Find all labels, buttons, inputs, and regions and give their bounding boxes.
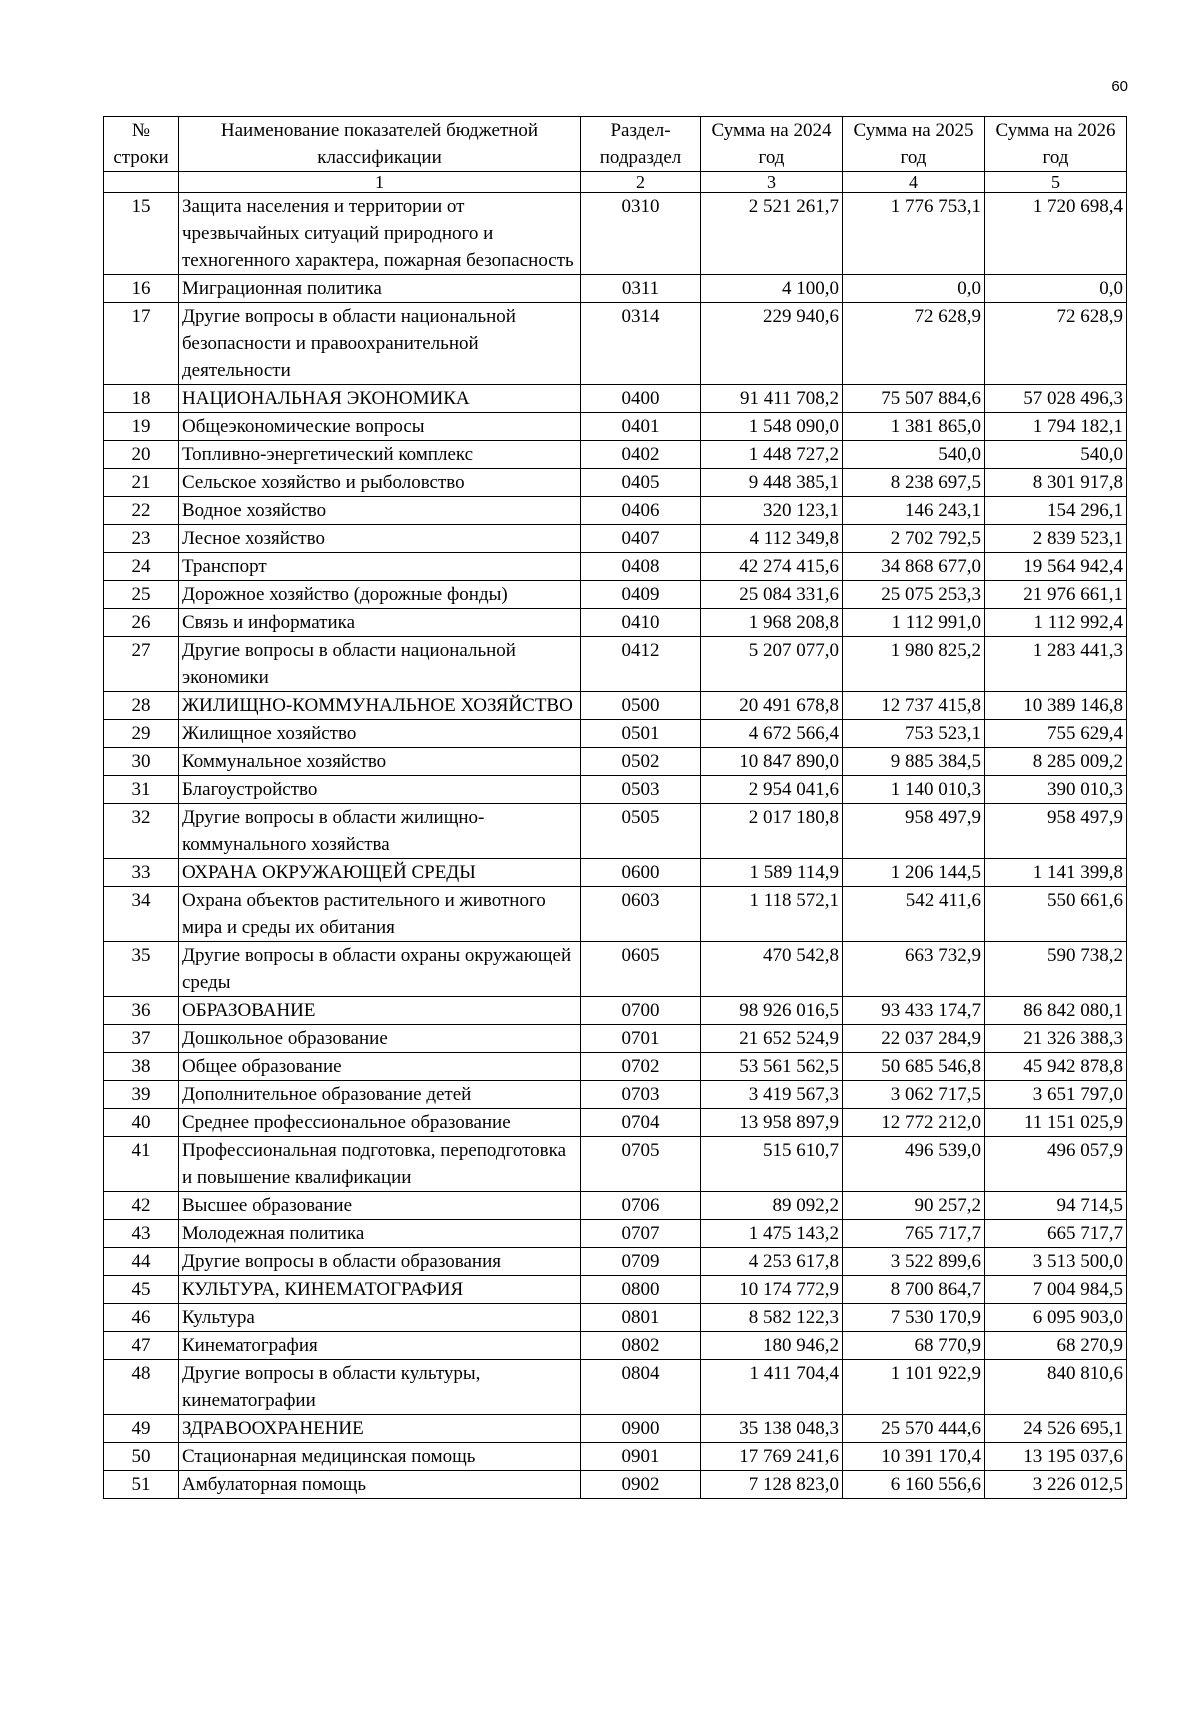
row-number: 20	[104, 441, 179, 469]
table-row	[104, 1109, 1127, 1137]
sum-2026: 0,0	[985, 275, 1127, 303]
sum-2024: 1 968 208,8	[701, 609, 843, 637]
section-code: 0502	[581, 748, 701, 776]
sum-2026: 665 717,7	[985, 1220, 1127, 1248]
sum-2026: 154 296,1	[985, 497, 1127, 525]
sum-2024: 2 521 261,7	[701, 193, 843, 275]
sum-2026: 68 270,9	[985, 1332, 1127, 1360]
sum-2025: 93 433 174,7	[843, 997, 985, 1025]
sum-2025: 540,0	[843, 441, 985, 469]
sum-2025: 6 160 556,6	[843, 1471, 985, 1499]
section-code: 0400	[581, 385, 701, 413]
table-row	[104, 1248, 1127, 1276]
sum-2026: 11 151 025,9	[985, 1109, 1127, 1137]
section-code: 0605	[581, 942, 701, 997]
sum-2025: 9 885 384,5	[843, 748, 985, 776]
row-number: 38	[104, 1053, 179, 1081]
section-code: 0902	[581, 1471, 701, 1499]
section-code: 0700	[581, 997, 701, 1025]
table-row	[104, 1443, 1127, 1471]
indicator-name: Другие вопросы в области культуры, кинематографии	[179, 1360, 581, 1415]
header-sum-2025: Сумма на 2025 год	[843, 117, 985, 172]
section-code: 0804	[581, 1360, 701, 1415]
column-number: 3	[701, 172, 843, 193]
table-row	[104, 193, 1127, 275]
header-row-number: № строки	[104, 117, 179, 172]
table-row	[104, 720, 1127, 748]
table-row	[104, 776, 1127, 804]
sum-2024: 8 582 122,3	[701, 1304, 843, 1332]
sum-2026: 94 714,5	[985, 1192, 1127, 1220]
sum-2024: 53 561 562,5	[701, 1053, 843, 1081]
section-code: 0409	[581, 581, 701, 609]
section-code: 0900	[581, 1415, 701, 1443]
sum-2025: 3 522 899,6	[843, 1248, 985, 1276]
sum-2026: 72 628,9	[985, 303, 1127, 385]
indicator-name: Культура	[179, 1304, 581, 1332]
section-code: 0501	[581, 720, 701, 748]
row-number: 18	[104, 385, 179, 413]
indicator-name: Амбулаторная помощь	[179, 1471, 581, 1499]
sum-2025: 3 062 717,5	[843, 1081, 985, 1109]
header-section-code: Раздел-подраздел	[581, 117, 701, 172]
sum-2025: 765 717,7	[843, 1220, 985, 1248]
sum-2026: 1 794 182,1	[985, 413, 1127, 441]
indicator-name: Другие вопросы в области охраны окружающей среды	[179, 942, 581, 997]
table-row	[104, 609, 1127, 637]
sum-2024: 21 652 524,9	[701, 1025, 843, 1053]
section-code: 0408	[581, 553, 701, 581]
sum-2026: 19 564 942,4	[985, 553, 1127, 581]
sum-2025: 1 112 991,0	[843, 609, 985, 637]
row-number: 49	[104, 1415, 179, 1443]
row-number: 15	[104, 193, 179, 275]
indicator-name: Кинематография	[179, 1332, 581, 1360]
sum-2026: 840 810,6	[985, 1360, 1127, 1415]
sum-2024: 180 946,2	[701, 1332, 843, 1360]
section-code: 0402	[581, 441, 701, 469]
row-number: 51	[104, 1471, 179, 1499]
sum-2025: 10 391 170,4	[843, 1443, 985, 1471]
sum-2026: 21 976 661,1	[985, 581, 1127, 609]
indicator-name: Общеэкономические вопросы	[179, 413, 581, 441]
sum-2024: 1 448 727,2	[701, 441, 843, 469]
indicator-name: Транспорт	[179, 553, 581, 581]
sum-2025: 34 868 677,0	[843, 553, 985, 581]
sum-2026: 2 839 523,1	[985, 525, 1127, 553]
sum-2025: 0,0	[843, 275, 985, 303]
sum-2026: 755 629,4	[985, 720, 1127, 748]
row-number: 36	[104, 997, 179, 1025]
sum-2025: 753 523,1	[843, 720, 985, 748]
table-row	[104, 1415, 1127, 1443]
indicator-name: Молодежная политика	[179, 1220, 581, 1248]
row-number: 39	[104, 1081, 179, 1109]
sum-2024: 4 112 349,8	[701, 525, 843, 553]
sum-2025: 72 628,9	[843, 303, 985, 385]
indicator-name: Миграционная политика	[179, 275, 581, 303]
sum-2025: 1 101 922,9	[843, 1360, 985, 1415]
table-row	[104, 1332, 1127, 1360]
table-row	[104, 1053, 1127, 1081]
indicator-name: Другие вопросы в области жилищно-коммунального хозяйства	[179, 804, 581, 859]
sum-2025: 1 140 010,3	[843, 776, 985, 804]
sum-2024: 42 274 415,6	[701, 553, 843, 581]
section-code: 0600	[581, 859, 701, 887]
sum-2024: 13 958 897,9	[701, 1109, 843, 1137]
row-number: 41	[104, 1137, 179, 1192]
section-code: 0406	[581, 497, 701, 525]
sum-2024: 91 411 708,2	[701, 385, 843, 413]
sum-2026: 21 326 388,3	[985, 1025, 1127, 1053]
section-code: 0405	[581, 469, 701, 497]
table-header	[104, 117, 1127, 193]
sum-2026: 6 095 903,0	[985, 1304, 1127, 1332]
sum-2024: 1 118 572,1	[701, 887, 843, 942]
sum-2026: 550 661,6	[985, 887, 1127, 942]
row-number: 35	[104, 942, 179, 997]
row-number: 48	[104, 1360, 179, 1415]
sum-2026: 1 112 992,4	[985, 609, 1127, 637]
table-row	[104, 804, 1127, 859]
sum-2025: 12 772 212,0	[843, 1109, 985, 1137]
row-number: 43	[104, 1220, 179, 1248]
sum-2025: 663 732,9	[843, 942, 985, 997]
indicator-name: Охрана объектов растительного и животного мира и среды их обитания	[179, 887, 581, 942]
header-row	[104, 117, 1127, 172]
sum-2026: 24 526 695,1	[985, 1415, 1127, 1443]
sum-2025: 12 737 415,8	[843, 692, 985, 720]
sum-2024: 470 542,8	[701, 942, 843, 997]
row-number: 17	[104, 303, 179, 385]
sum-2026: 86 842 080,1	[985, 997, 1127, 1025]
section-code: 0705	[581, 1137, 701, 1192]
row-number: 23	[104, 525, 179, 553]
table-row	[104, 275, 1127, 303]
sum-2025: 146 243,1	[843, 497, 985, 525]
row-number: 31	[104, 776, 179, 804]
row-number: 34	[104, 887, 179, 942]
table-row	[104, 1081, 1127, 1109]
sum-2025: 8 700 864,7	[843, 1276, 985, 1304]
table-row	[104, 1360, 1127, 1415]
table-row	[104, 441, 1127, 469]
sum-2024: 515 610,7	[701, 1137, 843, 1192]
sum-2026: 3 651 797,0	[985, 1081, 1127, 1109]
sum-2026: 8 301 917,8	[985, 469, 1127, 497]
section-code: 0505	[581, 804, 701, 859]
table-row	[104, 1025, 1127, 1053]
sum-2025: 1 980 825,2	[843, 637, 985, 692]
sum-2026: 958 497,9	[985, 804, 1127, 859]
column-number	[104, 172, 179, 193]
indicator-name: Другие вопросы в области национальной экономики	[179, 637, 581, 692]
row-number: 33	[104, 859, 179, 887]
row-number: 27	[104, 637, 179, 692]
column-number-row	[104, 172, 1127, 193]
sum-2026: 390 010,3	[985, 776, 1127, 804]
row-number: 50	[104, 1443, 179, 1471]
sum-2024: 25 084 331,6	[701, 581, 843, 609]
sum-2025: 958 497,9	[843, 804, 985, 859]
table-row	[104, 553, 1127, 581]
section-code: 0703	[581, 1081, 701, 1109]
table-row	[104, 1220, 1127, 1248]
page-number: 60	[1111, 78, 1128, 95]
sum-2025: 1 206 144,5	[843, 859, 985, 887]
section-code: 0412	[581, 637, 701, 692]
row-number: 22	[104, 497, 179, 525]
indicator-name: Дополнительное образование детей	[179, 1081, 581, 1109]
sum-2024: 9 448 385,1	[701, 469, 843, 497]
sum-2025: 542 411,6	[843, 887, 985, 942]
column-number: 2	[581, 172, 701, 193]
indicator-name: Благоустройство	[179, 776, 581, 804]
table-row	[104, 1192, 1127, 1220]
indicator-name: Общее образование	[179, 1053, 581, 1081]
sum-2024: 98 926 016,5	[701, 997, 843, 1025]
sum-2024: 320 123,1	[701, 497, 843, 525]
sum-2025: 90 257,2	[843, 1192, 985, 1220]
sum-2024: 3 419 567,3	[701, 1081, 843, 1109]
sum-2024: 4 100,0	[701, 275, 843, 303]
section-code: 0800	[581, 1276, 701, 1304]
sum-2026: 57 028 496,3	[985, 385, 1127, 413]
table-row	[104, 1137, 1127, 1192]
table-row	[104, 1304, 1127, 1332]
section-code: 0310	[581, 193, 701, 275]
indicator-name: Другие вопросы в области образования	[179, 1248, 581, 1276]
sum-2025: 50 685 546,8	[843, 1053, 985, 1081]
indicator-name: НАЦИОНАЛЬНАЯ ЭКОНОМИКА	[179, 385, 581, 413]
sum-2024: 20 491 678,8	[701, 692, 843, 720]
table-row	[104, 748, 1127, 776]
sum-2026: 7 004 984,5	[985, 1276, 1127, 1304]
section-code: 0901	[581, 1443, 701, 1471]
sum-2026: 540,0	[985, 441, 1127, 469]
sum-2025: 8 238 697,5	[843, 469, 985, 497]
header-sum-2024: Сумма на 2024 год	[701, 117, 843, 172]
row-number: 16	[104, 275, 179, 303]
indicator-name: ОБРАЗОВАНИЕ	[179, 997, 581, 1025]
sum-2026: 45 942 878,8	[985, 1053, 1127, 1081]
indicator-name: Водное хозяйство	[179, 497, 581, 525]
indicator-name: Среднее профессиональное образование	[179, 1109, 581, 1137]
indicator-name: Другие вопросы в области национальной безопасности и правоохранительной деятельности	[179, 303, 581, 385]
sum-2024: 2 017 180,8	[701, 804, 843, 859]
row-number: 25	[104, 581, 179, 609]
indicator-name: Лесное хозяйство	[179, 525, 581, 553]
table-row	[104, 1471, 1127, 1499]
sum-2024: 4 672 566,4	[701, 720, 843, 748]
section-code: 0401	[581, 413, 701, 441]
indicator-name: Жилищное хозяйство	[179, 720, 581, 748]
section-code: 0706	[581, 1192, 701, 1220]
indicator-name: Защита населения и территории от чрезвычайных ситуаций природного и техногенного характера, пожарная безопасность	[179, 193, 581, 275]
table-row	[104, 303, 1127, 385]
sum-2026: 13 195 037,6	[985, 1443, 1127, 1471]
section-code: 0603	[581, 887, 701, 942]
indicator-name: ЗДРАВООХРАНЕНИЕ	[179, 1415, 581, 1443]
sum-2026: 590 738,2	[985, 942, 1127, 997]
sum-2024: 229 940,6	[701, 303, 843, 385]
indicator-name: ОХРАНА ОКРУЖАЮЩЕЙ СРЕДЫ	[179, 859, 581, 887]
sum-2025: 1 776 753,1	[843, 193, 985, 275]
indicator-name: ЖИЛИЩНО-КОММУНАЛЬНОЕ ХОЗЯЙСТВО	[179, 692, 581, 720]
section-code: 0407	[581, 525, 701, 553]
section-code: 0801	[581, 1304, 701, 1332]
sum-2024: 5 207 077,0	[701, 637, 843, 692]
sum-2024: 1 589 114,9	[701, 859, 843, 887]
sum-2024: 1 475 143,2	[701, 1220, 843, 1248]
row-number: 42	[104, 1192, 179, 1220]
sum-2024: 17 769 241,6	[701, 1443, 843, 1471]
sum-2024: 89 092,2	[701, 1192, 843, 1220]
header-sum-2026: Сумма на 2026 год	[985, 117, 1127, 172]
section-code: 0500	[581, 692, 701, 720]
header-indicator-name: Наименование показателей бюджетной классификации	[179, 117, 581, 172]
row-number: 19	[104, 413, 179, 441]
sum-2026: 10 389 146,8	[985, 692, 1127, 720]
row-number: 21	[104, 469, 179, 497]
section-code: 0707	[581, 1220, 701, 1248]
indicator-name: Высшее образование	[179, 1192, 581, 1220]
table-row	[104, 497, 1127, 525]
column-number: 5	[985, 172, 1127, 193]
sum-2025: 25 075 253,3	[843, 581, 985, 609]
indicator-name: Сельское хозяйство и рыболовство	[179, 469, 581, 497]
sum-2024: 10 847 890,0	[701, 748, 843, 776]
indicator-name: Топливно-энергетический комплекс	[179, 441, 581, 469]
sum-2024: 1 548 090,0	[701, 413, 843, 441]
table-row	[104, 469, 1127, 497]
table-row	[104, 385, 1127, 413]
sum-2024: 10 174 772,9	[701, 1276, 843, 1304]
indicator-name: КУЛЬТУРА, КИНЕМАТОГРАФИЯ	[179, 1276, 581, 1304]
row-number: 45	[104, 1276, 179, 1304]
sum-2024: 7 128 823,0	[701, 1471, 843, 1499]
sum-2026: 3 513 500,0	[985, 1248, 1127, 1276]
row-number: 40	[104, 1109, 179, 1137]
sum-2024: 35 138 048,3	[701, 1415, 843, 1443]
section-code: 0410	[581, 609, 701, 637]
sum-2025: 68 770,9	[843, 1332, 985, 1360]
table-row	[104, 997, 1127, 1025]
row-number: 29	[104, 720, 179, 748]
row-number: 32	[104, 804, 179, 859]
row-number: 26	[104, 609, 179, 637]
section-code: 0311	[581, 275, 701, 303]
table-row	[104, 1276, 1127, 1304]
row-number: 37	[104, 1025, 179, 1053]
table-row	[104, 859, 1127, 887]
sum-2024: 4 253 617,8	[701, 1248, 843, 1276]
sum-2025: 7 530 170,9	[843, 1304, 985, 1332]
indicator-name: Профессиональная подготовка, переподготовка и повышение квалификации	[179, 1137, 581, 1192]
sum-2025: 496 539,0	[843, 1137, 985, 1192]
sum-2026: 1 720 698,4	[985, 193, 1127, 275]
sum-2025: 22 037 284,9	[843, 1025, 985, 1053]
table-row	[104, 525, 1127, 553]
sum-2026: 1 141 399,8	[985, 859, 1127, 887]
section-code: 0503	[581, 776, 701, 804]
section-code: 0314	[581, 303, 701, 385]
sum-2025: 1 381 865,0	[843, 413, 985, 441]
sum-2024: 2 954 041,6	[701, 776, 843, 804]
row-number: 44	[104, 1248, 179, 1276]
sum-2026: 8 285 009,2	[985, 748, 1127, 776]
indicator-name: Дорожное хозяйство (дорожные фонды)	[179, 581, 581, 609]
row-number: 28	[104, 692, 179, 720]
section-code: 0701	[581, 1025, 701, 1053]
table-body	[104, 193, 1127, 1499]
row-number: 46	[104, 1304, 179, 1332]
table-row	[104, 887, 1127, 942]
table-row	[104, 942, 1127, 997]
sum-2025: 25 570 444,6	[843, 1415, 985, 1443]
row-number: 47	[104, 1332, 179, 1360]
sum-2026: 496 057,9	[985, 1137, 1127, 1192]
column-number: 4	[843, 172, 985, 193]
table-row	[104, 637, 1127, 692]
row-number: 24	[104, 553, 179, 581]
indicator-name: Коммунальное хозяйство	[179, 748, 581, 776]
sum-2025: 75 507 884,6	[843, 385, 985, 413]
section-code: 0802	[581, 1332, 701, 1360]
sum-2025: 2 702 792,5	[843, 525, 985, 553]
section-code: 0702	[581, 1053, 701, 1081]
table-row	[104, 581, 1127, 609]
section-code: 0704	[581, 1109, 701, 1137]
sum-2024: 1 411 704,4	[701, 1360, 843, 1415]
row-number: 30	[104, 748, 179, 776]
sum-2026: 3 226 012,5	[985, 1471, 1127, 1499]
sum-2026: 1 283 441,3	[985, 637, 1127, 692]
budget-table	[103, 116, 1127, 1499]
section-code: 0709	[581, 1248, 701, 1276]
table-row	[104, 692, 1127, 720]
indicator-name: Связь и информатика	[179, 609, 581, 637]
indicator-name: Дошкольное образование	[179, 1025, 581, 1053]
table-row	[104, 413, 1127, 441]
indicator-name: Стационарная медицинская помощь	[179, 1443, 581, 1471]
column-number: 1	[179, 172, 581, 193]
